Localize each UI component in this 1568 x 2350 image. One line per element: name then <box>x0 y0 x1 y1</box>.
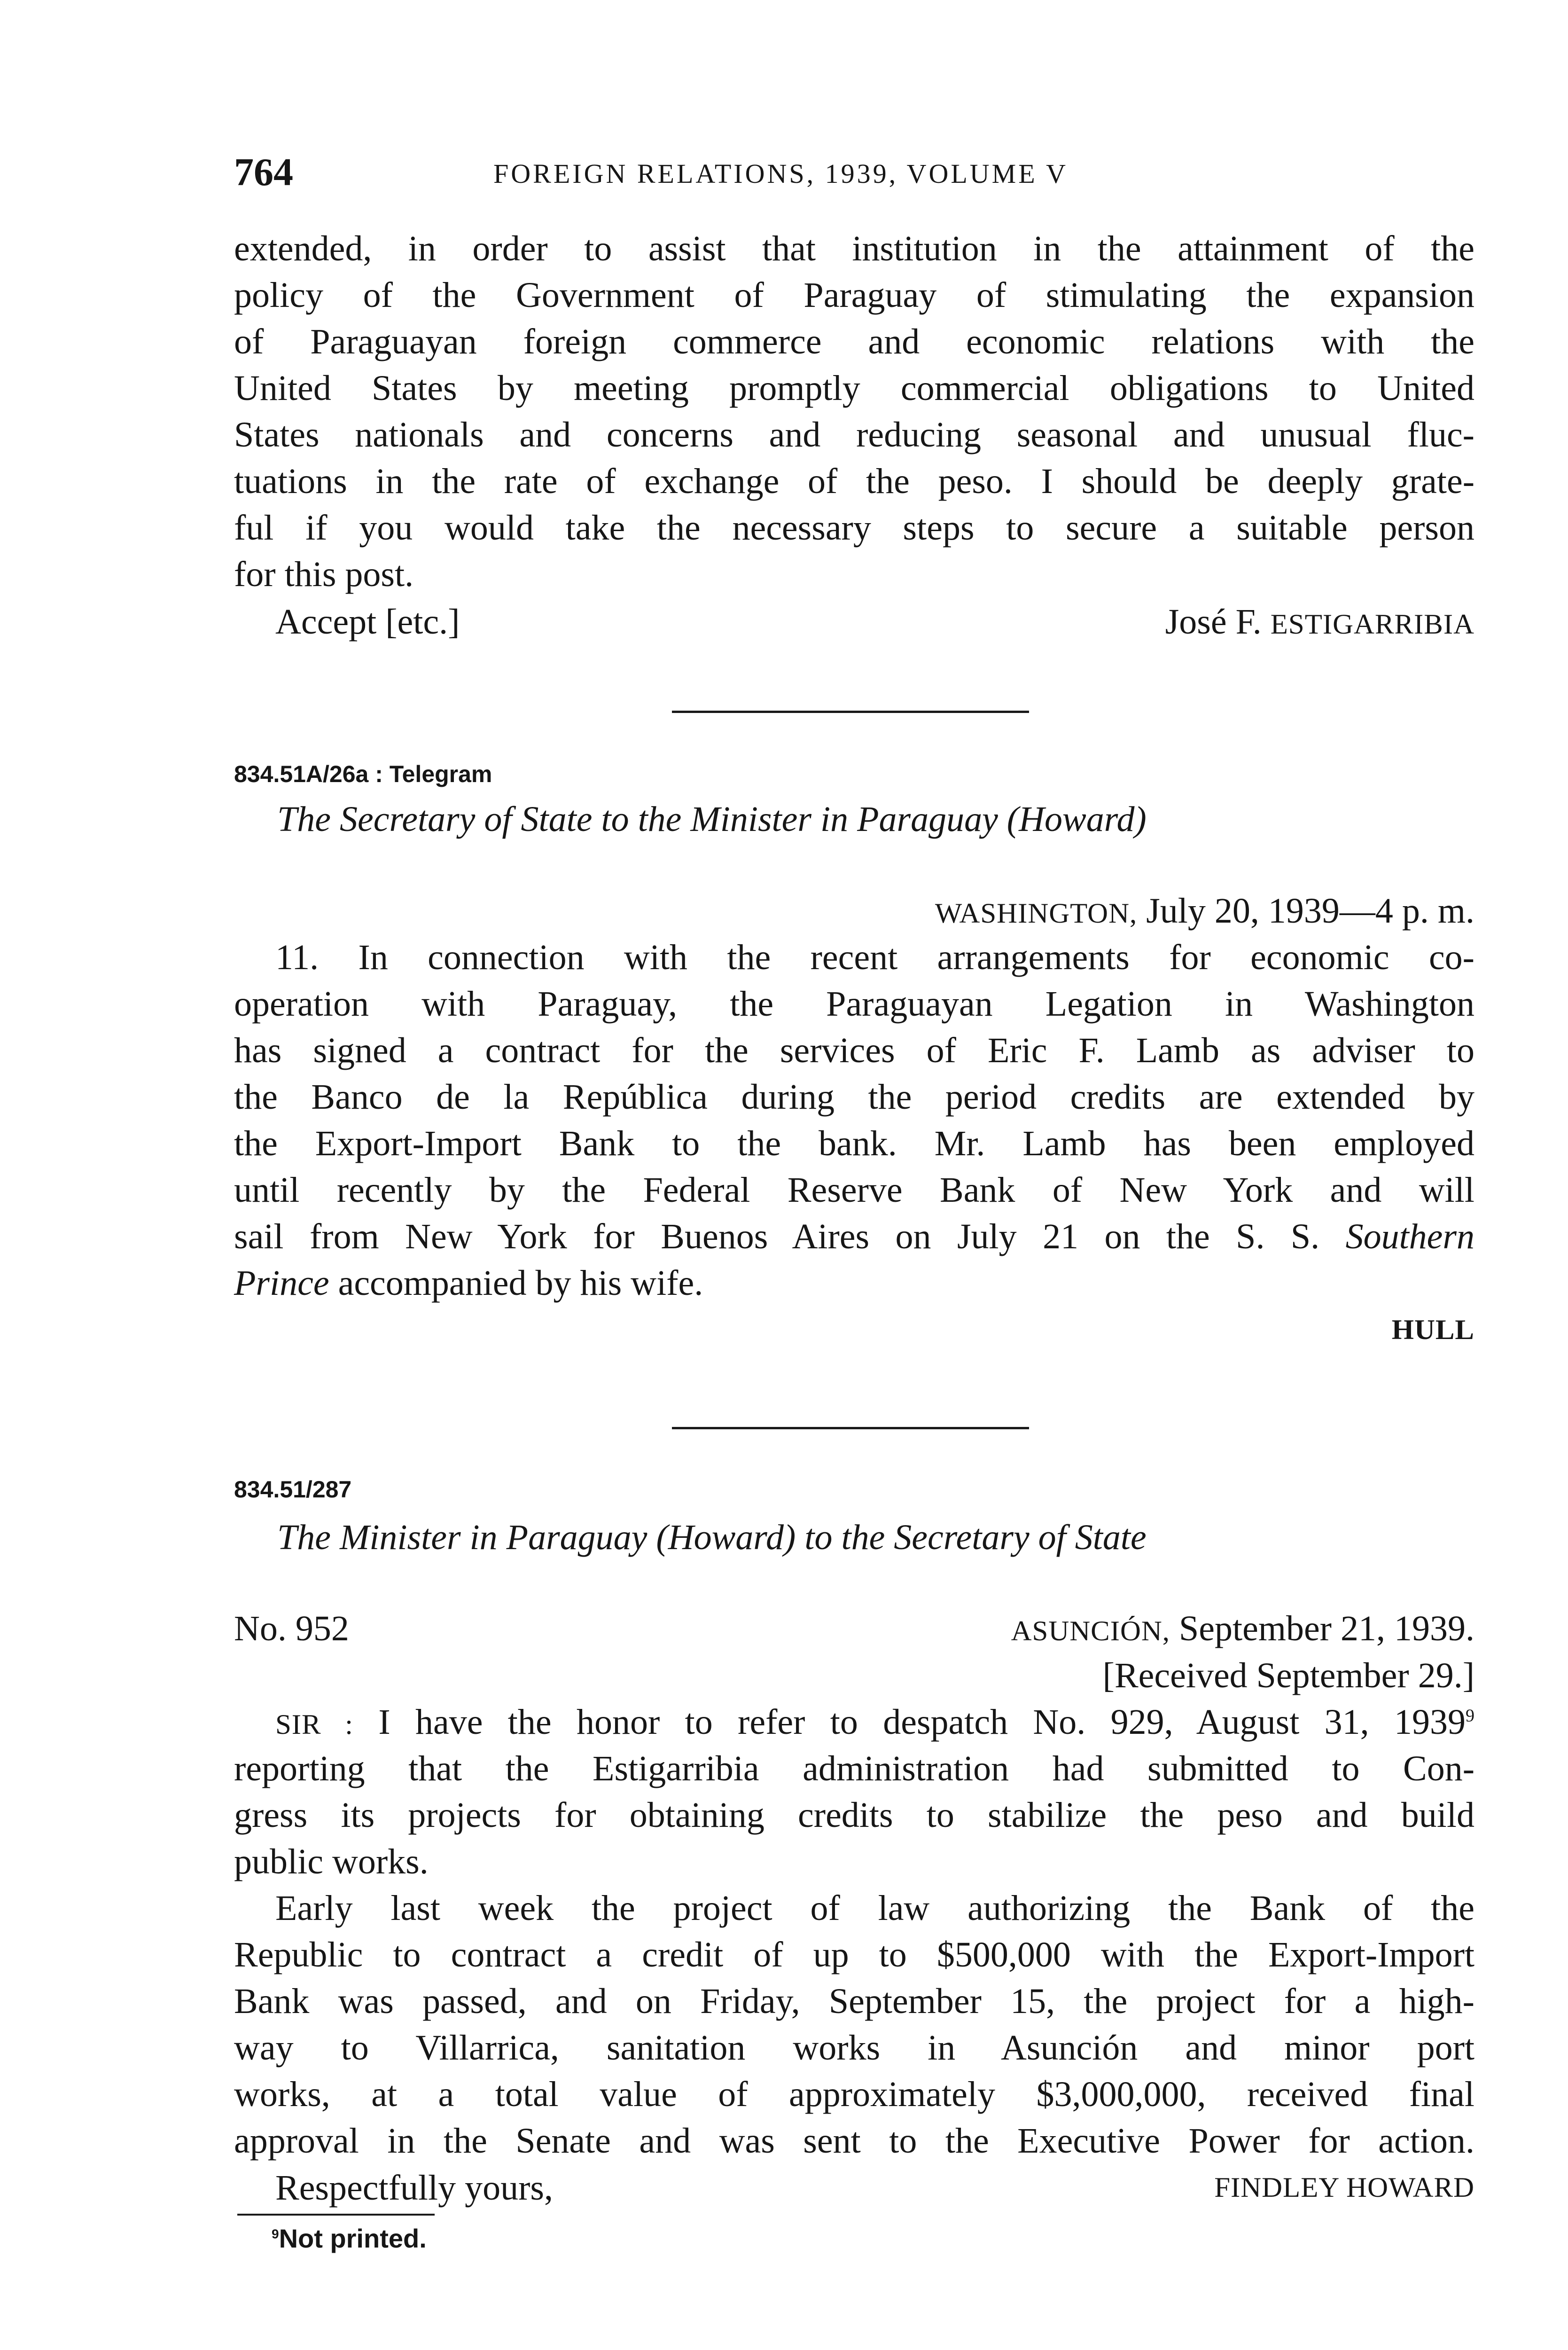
file-reference: 834.51A/26a : Telegram <box>234 761 492 787</box>
despatch-paragraph <box>234 1699 1474 1885</box>
signature: HULL <box>1391 1314 1474 1346</box>
text-line: reporting that the Estigarribia administration had submitted to Con- <box>234 1749 1474 1788</box>
text-line: way to Villarrica, sanitation works in Asunción and minor port <box>234 2028 1474 2068</box>
running-title: FOREIGN RELATIONS, 1939, VOLUME V <box>493 158 1068 189</box>
received-line <box>234 1652 1474 1699</box>
closing-line <box>234 598 1474 645</box>
text-line: gress its projects for obtaining credits to stabilize the peso and build <box>234 1795 1474 1835</box>
salutation: SIR : <box>275 1709 354 1740</box>
section-divider <box>672 711 1029 713</box>
text-line: approval in the Senate and was sent to the Executive Power for action. <box>234 2121 1474 2161</box>
text-line: 11. In connection with the recent arrangements for economic co- <box>275 938 1474 977</box>
text-line: has signed a contract for the services of Eric F. Lamb as adviser to <box>234 1031 1474 1070</box>
dateline <box>234 1605 1474 1652</box>
footnote-rule <box>237 2214 435 2216</box>
signature: FINDLEY HOWARD <box>1214 2172 1474 2203</box>
page-number: 764 <box>234 150 293 194</box>
text-line: extended, in order to assist that institution in the attainment of the <box>234 229 1474 268</box>
despatch-number: No. 952 <box>234 1609 349 1648</box>
telegram-body <box>234 934 1474 1307</box>
ship-name: Southern <box>1345 1217 1474 1256</box>
document-caption: The Minister in Paraguay (Howard) to the Secretary of State <box>277 1518 1147 1557</box>
ship-name: Prince <box>234 1263 329 1303</box>
text-line: works, at a total value of approximately $3,000,000, received final <box>234 2075 1474 2114</box>
section-divider <box>672 1427 1029 1429</box>
despatch-paragraph <box>234 1885 1474 2164</box>
closing-text: Accept [etc.] <box>275 602 460 642</box>
text-line: ful if you would take the necessary steps to secure a suitable person <box>234 508 1474 548</box>
text-line: operation with Paraguay, the Paraguayan Legation in Washington <box>234 984 1474 1024</box>
closing-text: Respectfully yours, <box>275 2168 554 2208</box>
text-line: Prince accompanied by his wife. <box>234 1263 703 1303</box>
text-line: SIR : I have the honor to refer to despatch No. 929, August 31, 1939$^9$ <box>275 1702 1474 1742</box>
letter-paragraph <box>234 226 1474 598</box>
place-date: ASUNCIÓN, September 21, 1939. <box>1011 1609 1474 1648</box>
signature: José F. ESTIGARRIBIA <box>1165 602 1474 642</box>
text-line: the Banco de la República during the period credits are extended by <box>234 1077 1474 1117</box>
text-line: Early last week the project of law authorizing the Bank of the <box>275 1888 1474 1928</box>
document-caption: The Secretary of State to the Minister in Paraguay (Howard) <box>277 799 1147 839</box>
place-date: WASHINGTON, July 20, 1939—4 p. m. <box>935 891 1474 931</box>
signature-line <box>234 1307 1474 1354</box>
text-line: public works. <box>234 1842 429 1881</box>
text-line: for this post. <box>234 555 414 594</box>
text-line: the Export-Import Bank to the bank. Mr. Lamb has been employed <box>234 1124 1474 1163</box>
text-line: policy of the Government of Paraguay of stimulating the expansion <box>234 275 1474 315</box>
closing-line <box>234 2164 1474 2211</box>
footnote: $^9$Not printed. <box>272 2224 427 2253</box>
text-line: States nationals and concerns and reducing seasonal and unusual fluc- <box>234 415 1474 454</box>
text-line: United States by meeting promptly commercial obligations to United <box>234 368 1474 408</box>
text-line: Bank was passed, and on Friday, September 15, the project for a high- <box>234 1982 1474 2021</box>
footnote-mark: 9 <box>272 2226 279 2241</box>
file-reference: 834.51/287 <box>234 1476 352 1503</box>
text-line: of Paraguayan foreign commerce and economic relations with the <box>234 322 1474 361</box>
text-line: Republic to contract a credit of up to $500,000 with the Export-Import <box>234 1935 1474 1974</box>
footnote-mark: 9 <box>1466 1706 1474 1726</box>
text-line: until recently by the Federal Reserve Bank of New York and will <box>234 1170 1474 1210</box>
page-header <box>234 149 1474 196</box>
text-line: sail from New York for Buenos Aires on July 21 on the S. S. Southern <box>234 1217 1474 1256</box>
dateline <box>234 887 1474 934</box>
received-date: [Received September 29.] <box>1102 1656 1474 1695</box>
text-line: tuations in the rate of exchange of the peso. I should be deeply grate- <box>234 462 1474 501</box>
